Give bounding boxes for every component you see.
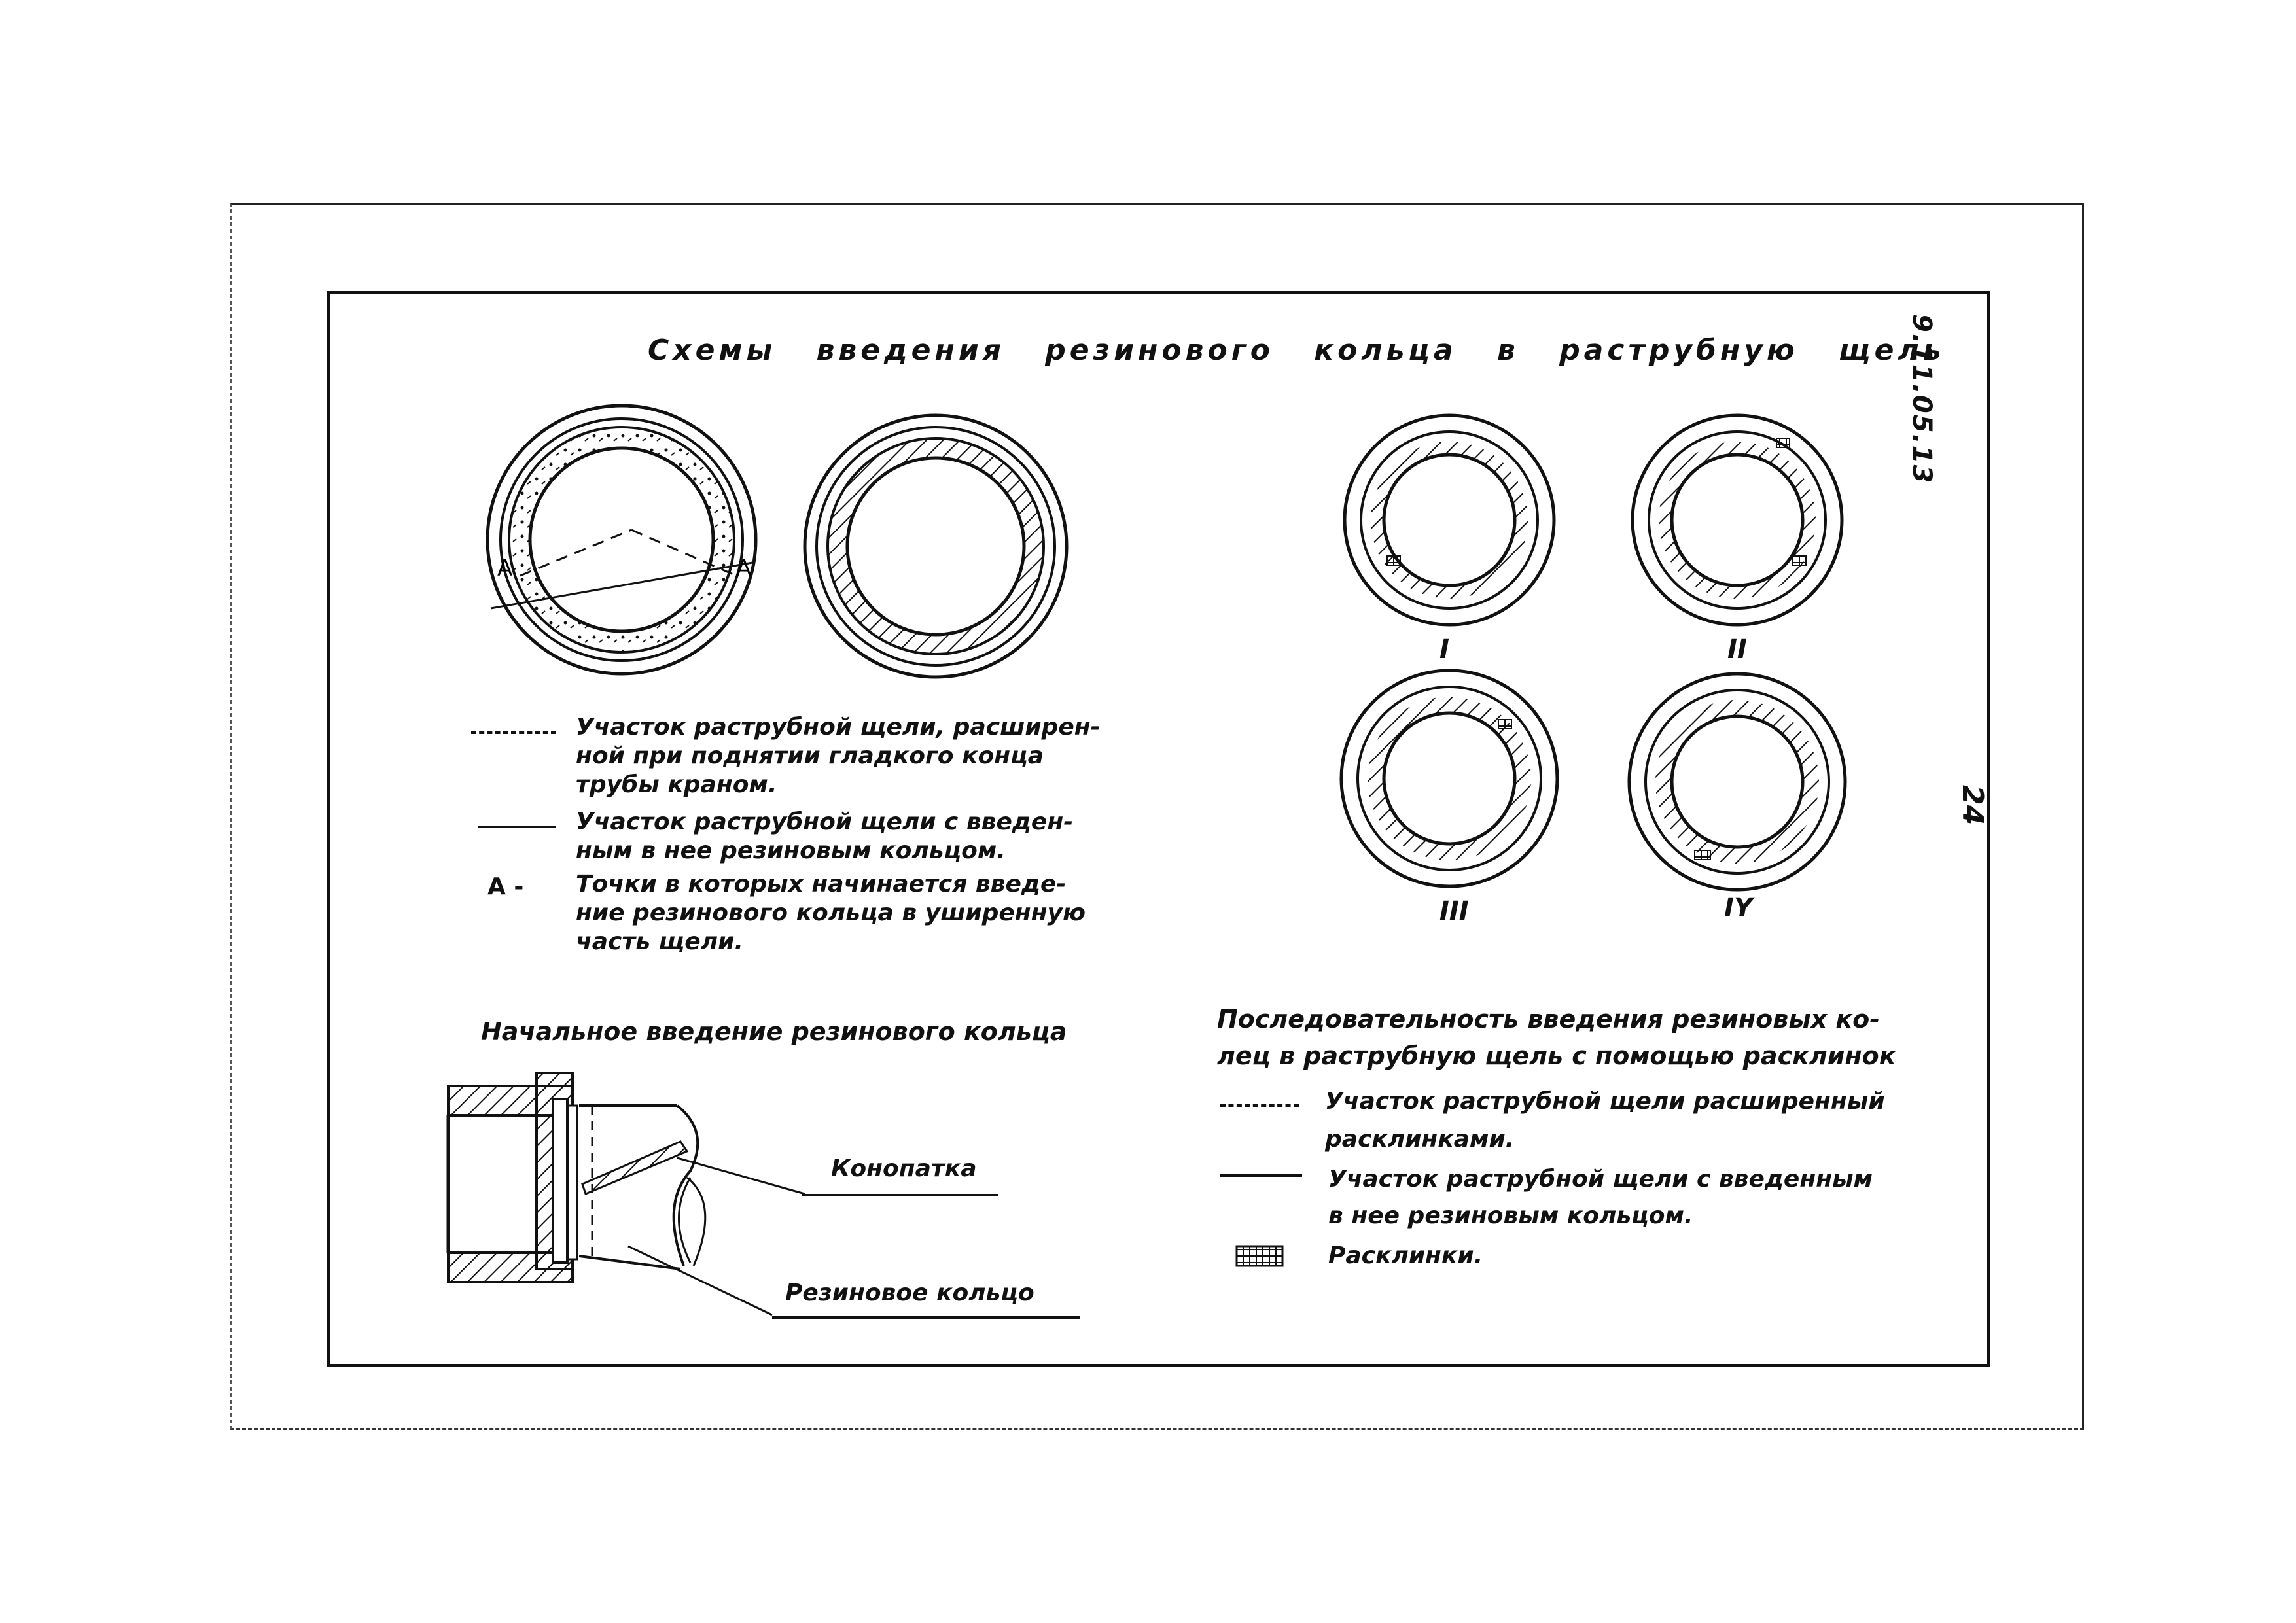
legend-point-symbol: А -: [487, 873, 524, 900]
page-number: 24: [1956, 785, 1989, 826]
initial-section-title: Начальное введение резинового кольца: [481, 1017, 1067, 1046]
sequence-circle-ii: [1633, 415, 1842, 625]
label-seq-4: IY: [1724, 893, 1753, 923]
socket-cross-section-a: [487, 406, 756, 674]
pipe-joint-sketch: [448, 1073, 805, 1315]
legend-left-item-3: Точки в которых начинается введе- ние резинового кольца в уширенную часть щели.: [576, 871, 1086, 955]
point-a-left: А: [497, 555, 513, 582]
point-a-right: А: [736, 555, 752, 582]
legend-solid-line-left: [478, 826, 556, 828]
legend-left-item-1: Участок раструбной щели, расширен- ной при поднятии гладкого конца трубы краном.: [576, 714, 1101, 798]
legend-right-item-2: Участок раструбной щели с введенным в нее резиновым кольцом.: [1328, 1166, 1873, 1229]
legend-dashed-line-left: [471, 731, 556, 734]
label-seq-3: III: [1439, 896, 1469, 926]
legend-right-item-3: Расклинки.: [1328, 1242, 1483, 1269]
label-caulk: Конопатка: [831, 1155, 977, 1182]
label-rubber-ring: Резиновое кольцо: [785, 1280, 1034, 1306]
label-ring-underline: [772, 1316, 1080, 1319]
document-code: 9.11.05.13: [1907, 314, 1937, 485]
legend-dashed-line-right: [1220, 1104, 1299, 1107]
page-title: Схемы введения резинового кольца в раструбную щель: [648, 334, 1945, 367]
sequence-circle-iv: [1629, 674, 1845, 890]
sequence-circle-i: [1345, 415, 1554, 625]
label-caulk-underline: [802, 1194, 998, 1196]
sequence-circle-iii: [1341, 671, 1557, 886]
legend-left-item-2: Участок раструбной щели с введен- ным в нее резиновым кольцом.: [576, 809, 1074, 864]
legend-solid-line-right: [1220, 1174, 1302, 1177]
socket-cross-section-ring: [805, 415, 1067, 677]
legend-right-item-1: Участок раструбной щели расширенный расклинками.: [1325, 1088, 1885, 1153]
sequence-section-title: Последовательность введения резиновых ко- лец в раструбную щель с помощью расклинок: [1217, 1005, 1896, 1070]
label-seq-1: I: [1439, 635, 1449, 665]
label-seq-2: II: [1727, 635, 1747, 665]
